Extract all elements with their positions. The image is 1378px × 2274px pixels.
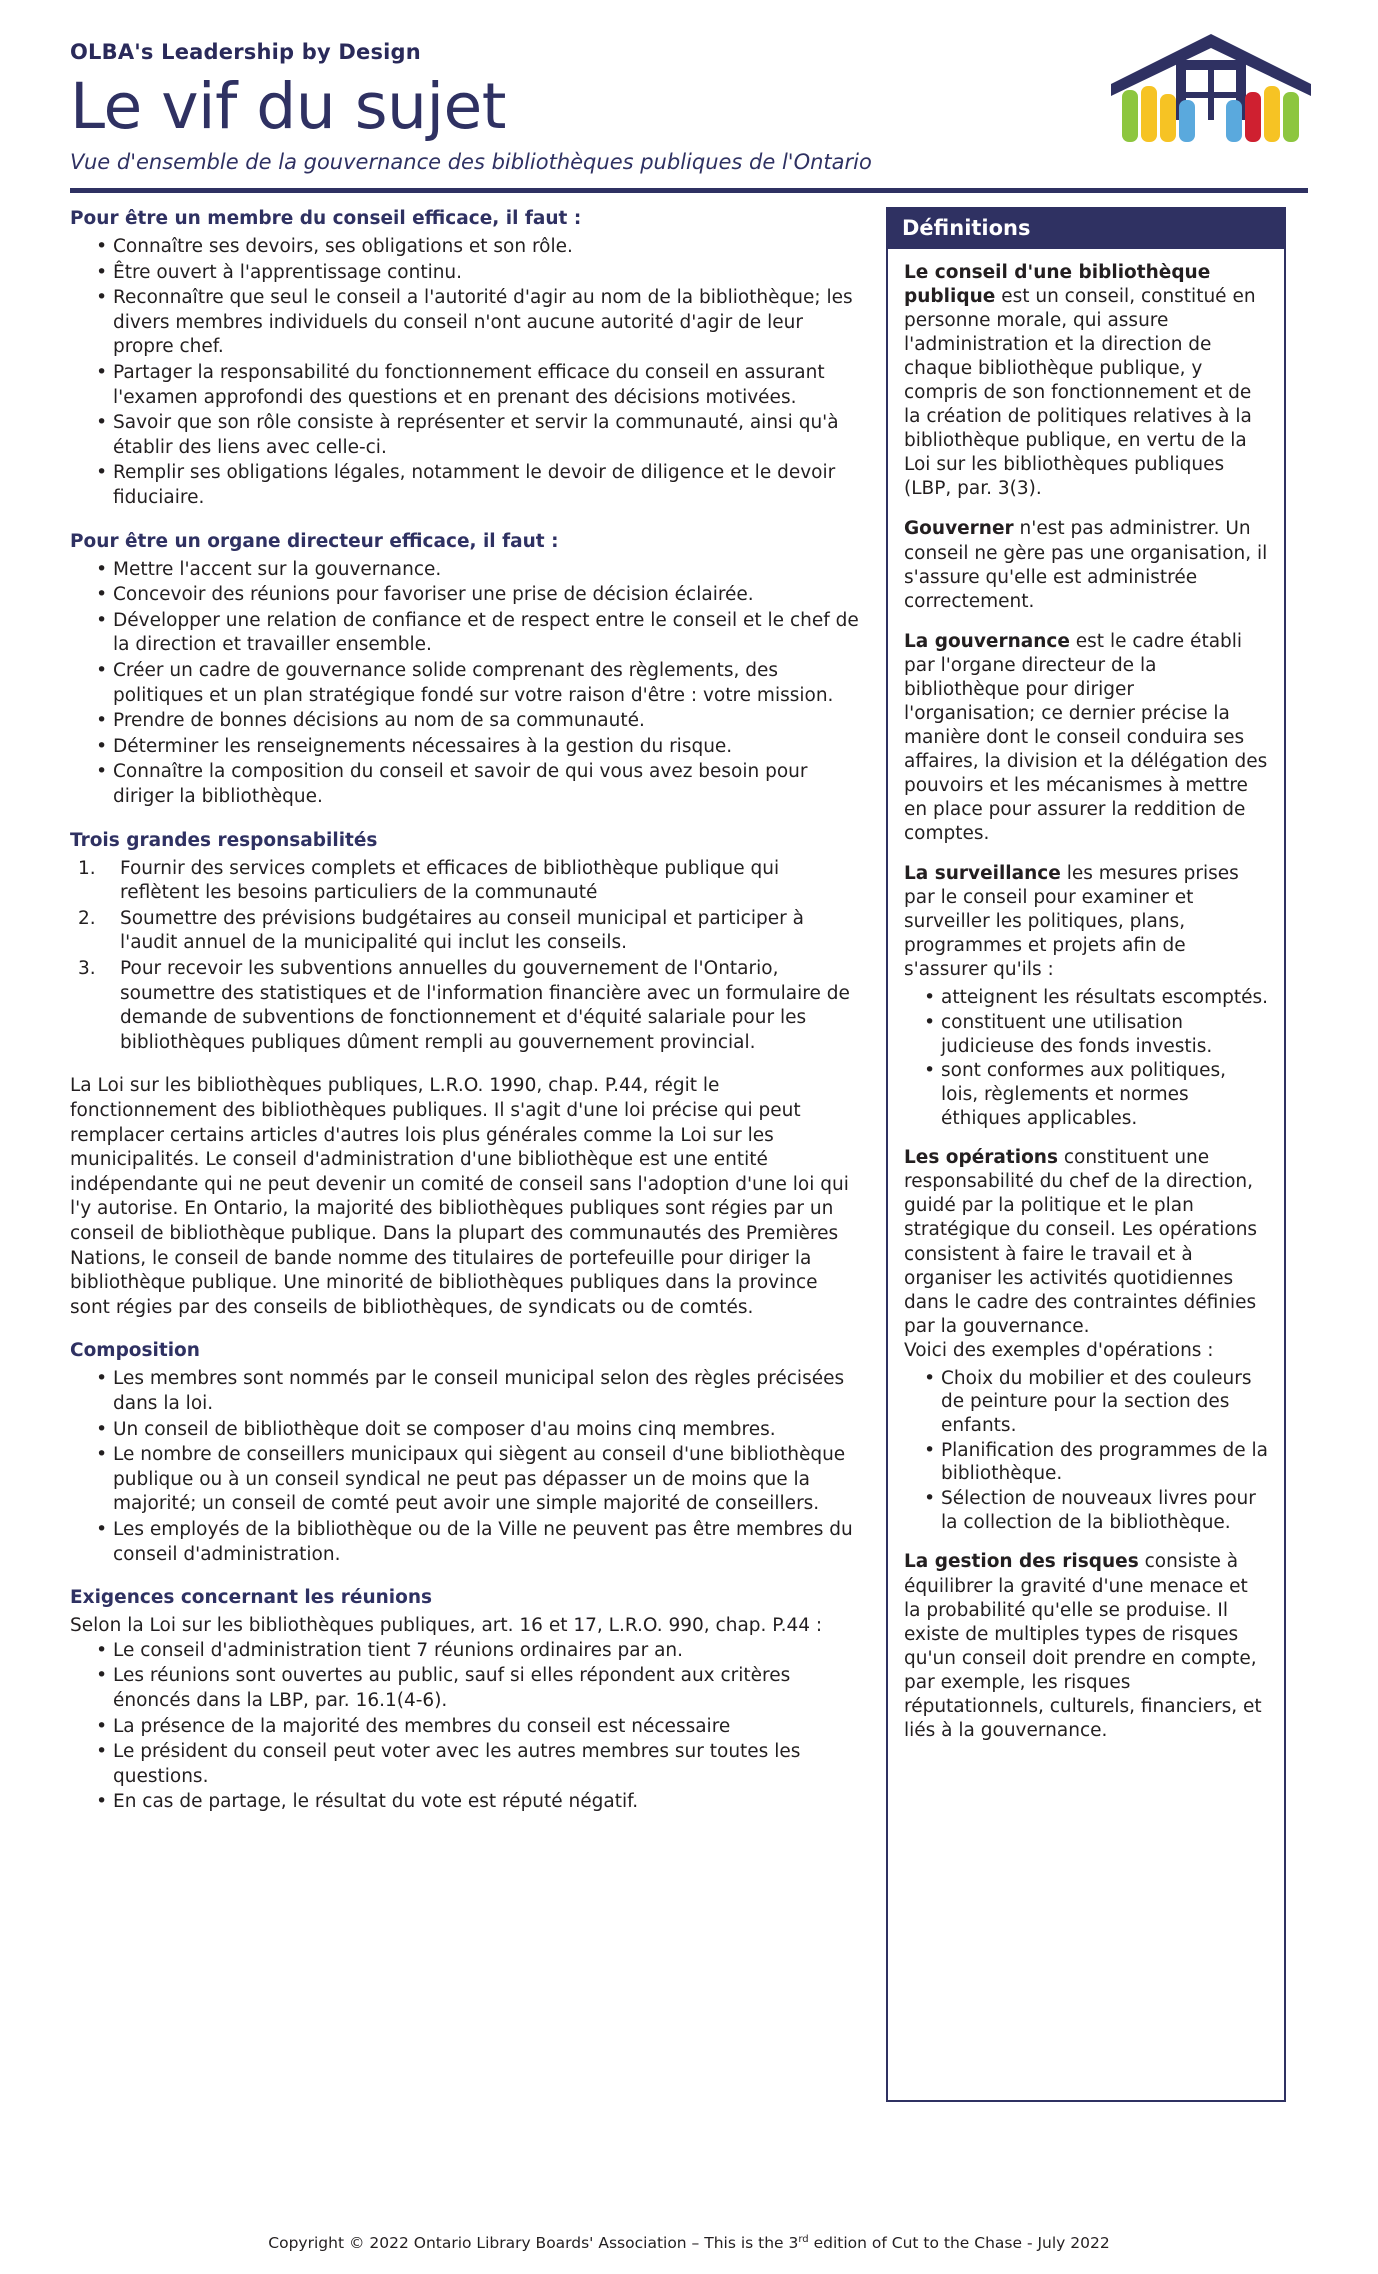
meeting-intro: Selon la Loi sur les bibliothèques publiques, art. 16 et 17, L.R.O. 990, chap. P.44 : bbox=[70, 1615, 823, 1637]
definition-text: n'est pas administrer. Un conseil ne gère pas une organisation, il s'assure qu'elle est administrée correctement. bbox=[904, 518, 1268, 612]
document-header bbox=[0, 0, 1378, 185]
list-operations-examples bbox=[904, 1367, 1268, 1535]
list-item: • Concevoir des réunions pour favoriser une prise de décision éclairée. bbox=[96, 583, 860, 608]
list-item: • Partager la responsabilité du fonctionnement efficace du conseil en assurant l'examen approfondi des questions et en prenant des décisions motivées. bbox=[96, 361, 860, 410]
list-item: • Le conseil d'administration tient 7 réunions ordinaires par an. bbox=[96, 1639, 860, 1664]
list-meeting-requirements bbox=[70, 1639, 860, 1815]
section-effective-board-member bbox=[70, 207, 860, 511]
definition-term: La gouvernance bbox=[904, 630, 1070, 652]
page-title: Le vif du sujet bbox=[70, 70, 506, 143]
definition-risk-management bbox=[904, 1550, 1268, 1742]
section-heading: Exigences concernant les réunions bbox=[70, 1587, 433, 1609]
section-three-responsibilities bbox=[70, 829, 860, 1056]
library-house-books-logo bbox=[1106, 30, 1316, 150]
list-item: • Déterminer les renseignements nécessaires à la gestion du risque. bbox=[96, 735, 860, 760]
definition-oversight bbox=[904, 862, 1268, 982]
definitions-heading: Définitions bbox=[888, 209, 1284, 249]
list-item: • Être ouvert à l'apprentissage continu. bbox=[96, 261, 860, 286]
list-item: Soumettre des prévisions budgétaires au conseil municipal et participer à l'audit annuel de la municipalité qui inclut les conseils. bbox=[120, 907, 804, 954]
list-item: • sont conformes aux politiques, lois, règlements et normes éthiques applicables. bbox=[924, 1059, 1268, 1130]
definition-govern bbox=[904, 517, 1268, 613]
list-item: • La présence de la majorité des membres du conseil est nécessaire bbox=[96, 1715, 860, 1740]
list-item: • Le président du conseil peut voter avec les autres membres sur toutes les questions. bbox=[96, 1740, 860, 1789]
kicker-text: OLBA's Leadership by Design bbox=[70, 40, 421, 64]
list-item: Fournir des services complets et efficaces de bibliothèque publique qui reflètent les besoins particuliers de la communauté bbox=[120, 857, 780, 904]
list-item: • atteignent les résultats escomptés. bbox=[924, 986, 1268, 1010]
footer-ordinal: rd bbox=[798, 2233, 809, 2245]
page-subtitle: Vue d'ensemble de la gouvernance des bibliothèques publiques de l'Ontario bbox=[70, 150, 872, 175]
list-item: • Prendre de bonnes décisions au nom de sa communauté. bbox=[96, 709, 860, 734]
list-oversight-criteria bbox=[904, 986, 1268, 1130]
list-item: • Connaître ses devoirs, ses obligations et son rôle. bbox=[96, 235, 860, 260]
definition-governance bbox=[904, 630, 1268, 846]
list-item: • Connaître la composition du conseil et savoir de qui vous avez besoin pour diriger la bibliothèque. bbox=[96, 760, 860, 809]
list-item: • Mettre l'accent sur la gouvernance. bbox=[96, 558, 860, 583]
section-law-paragraph bbox=[70, 1074, 860, 1320]
list-composition bbox=[70, 1367, 860, 1567]
section-composition bbox=[70, 1339, 860, 1567]
list-item: • Savoir que son rôle consiste à représenter et servir la communauté, ainsi qu'à établir des liens avec celle-ci. bbox=[96, 411, 860, 460]
definition-term: La surveillance bbox=[904, 863, 1061, 885]
list-effective-board-member bbox=[70, 235, 860, 511]
list-item: • Un conseil de bibliothèque doit se composer d'au moins cinq membres. bbox=[96, 1418, 860, 1443]
section-heading: Trois grandes responsabilités bbox=[70, 829, 378, 851]
left-column bbox=[70, 207, 860, 2102]
list-item: • Créer un cadre de gouvernance solide comprenant des règlements, des politiques et un plan stratégique fondé sur votre raison d'être : votre mission. bbox=[96, 659, 860, 708]
definition-term: Les opérations bbox=[904, 1147, 1058, 1169]
list-item: • Choix du mobilier et des couleurs de peinture pour la section des enfants. bbox=[924, 1367, 1268, 1438]
list-item: • Les employés de la bibliothèque ou de la Ville ne peuvent pas être membres du conseil d'administration. bbox=[96, 1518, 860, 1567]
list-item: Pour recevoir les subventions annuelles du gouvernement de l'Ontario, soumettre des statistiques et de l'information financière avec un formulaire de demande de subventions de fonctionnement et d'équité salariale pour les bibliothèques publiques dûment rempli au gouvernement provincial. bbox=[120, 957, 850, 1053]
section-heading: Pour être un membre du conseil efficace, il faut : bbox=[70, 208, 582, 229]
section-effective-governing-body bbox=[70, 530, 860, 810]
definition-text: les mesures prises par le conseil pour examiner et surveiller les politiques, plans, programmes et projets afin de s'assurer qu'ils : bbox=[904, 863, 1239, 981]
list-item: • En cas de partage, le résultat du vote est réputé négatif. bbox=[96, 1790, 860, 1815]
law-paragraph: La Loi sur les bibliothèques publiques, L.R.O. 1990, chap. P.44, régit le fonctionnement des bibliothèques publiques. Il s'agit d'une loi précise qui peut remplacer certains articles d'autres lois plus générales comme la Loi sur les municipalités. Le conseil d'administration d'une bibliothèque est une entité indépendante qui ne peut devenir un comité de conseil sans l'adoption d'une loi qui l'y autorise. En Ontario, la majorité des bibliothèques publiques sont régies par un conseil de bibliothèque publique. Dans la plupart des communautés des Premières Nations, le conseil de bande nomme des titulaires de portefeuille pour diriger la bibliothèque publique. Une minorité de bibliothèques publiques dans la province sont régies par des conseils de bibliothèques, de syndicats ou de comtés. bbox=[70, 1075, 849, 1318]
copyright-footer bbox=[0, 2234, 1378, 2252]
definition-board bbox=[904, 261, 1268, 501]
list-item: • Planification des programmes de la bibliothèque. bbox=[924, 1439, 1268, 1486]
list-item: • Développer une relation de confiance et de respect entre le conseil et le chef de la direction et travailler ensemble. bbox=[96, 609, 860, 658]
definition-term: Gouverner bbox=[904, 518, 1014, 540]
list-three-responsibilities bbox=[70, 857, 860, 1056]
list-item: • Reconnaître que seul le conseil a l'autorité d'agir au nom de la bibliothèque; les divers membres individuels du conseil n'ont aucune autorité d'agir de leur propre chef. bbox=[96, 286, 860, 360]
definition-text: est un conseil, constitué en personne morale, qui assure l'administration et la direction de chaque bibliothèque publique, y compris de son fonctionnement et de la création de politiques relatives à la bibliothèque publique, en vertu de la Loi sur les bibliothèques publiques (LBP, par. 3(3). bbox=[904, 286, 1256, 500]
document-body bbox=[0, 185, 1378, 2102]
section-heading: Pour être un organe directeur efficace, il faut : bbox=[70, 530, 559, 552]
definition-term: La gestion des risques bbox=[904, 1551, 1139, 1573]
list-item: • Les réunions sont ouvertes au public, sauf si elles répondent aux critères énoncés dans la LBP, par. 16.1(4-6). bbox=[96, 1664, 860, 1713]
definitions-body bbox=[888, 249, 1284, 1753]
definition-text: constituent une responsabilité du chef de la direction, guidé par la politique et le plan stratégique du conseil. Les opérations consistent à faire le travail et à organiser les activités quotidiennes dans le cadre des contraintes définies par la gouvernance. bbox=[904, 1147, 1258, 1337]
section-heading: Composition bbox=[70, 1340, 200, 1362]
list-item: • Remplir ses obligations légales, notamment le devoir de diligence et le devoir fiduciaire. bbox=[96, 461, 860, 510]
list-item: • Le nombre de conseillers municipaux qui siègent au conseil d'une bibliothèque publique ou à un conseil syndical ne peut pas dépasser un de moins que la majorité; un conseil de comté peut avoir une simple majorité de conseillers. bbox=[96, 1443, 860, 1517]
list-effective-governing-body bbox=[70, 558, 860, 810]
footer-text-before: Copyright © 2022 Ontario Library Boards' Association – This is the 3 bbox=[268, 2234, 799, 2252]
list-item: • constituent une utilisation judicieuse des fonds investis. bbox=[924, 1011, 1268, 1058]
definition-term: Le conseil d'une bibliothèque publique bbox=[904, 262, 1211, 308]
section-meeting-requirements bbox=[70, 1586, 860, 1815]
definition-operations bbox=[904, 1146, 1268, 1338]
operations-examples-intro: Voici des exemples d'opérations : bbox=[904, 1339, 1214, 1361]
footer-text-after: edition of Cut to the Chase - July 2022 bbox=[808, 2234, 1110, 2252]
list-item: • Les membres sont nommés par le conseil municipal selon des règles précisées dans la loi. bbox=[96, 1367, 860, 1416]
header-divider bbox=[70, 188, 1308, 193]
definition-text: est le cadre établi par l'organe directeur de la bibliothèque pour diriger l'organisation; ce dernier précise la manière dont le conseil conduira ses affaires, la division et la délégation des pouvoirs et les mécanismes à mettre en place pour assurer la reddition de comptes. bbox=[904, 630, 1268, 845]
definition-text: consiste à équilibrer la gravité d'une menace et la probabilité qu'elle se produise. Il existe de multiples types de risques qu'un conseil doit prendre en compte, par exemple, les risques réputationnels, culturels, financiers, et liés à la gouvernance. bbox=[904, 1551, 1262, 1741]
list-item: • Sélection de nouveaux livres pour la collection de la bibliothèque. bbox=[924, 1487, 1268, 1534]
definitions-panel bbox=[886, 207, 1286, 2102]
